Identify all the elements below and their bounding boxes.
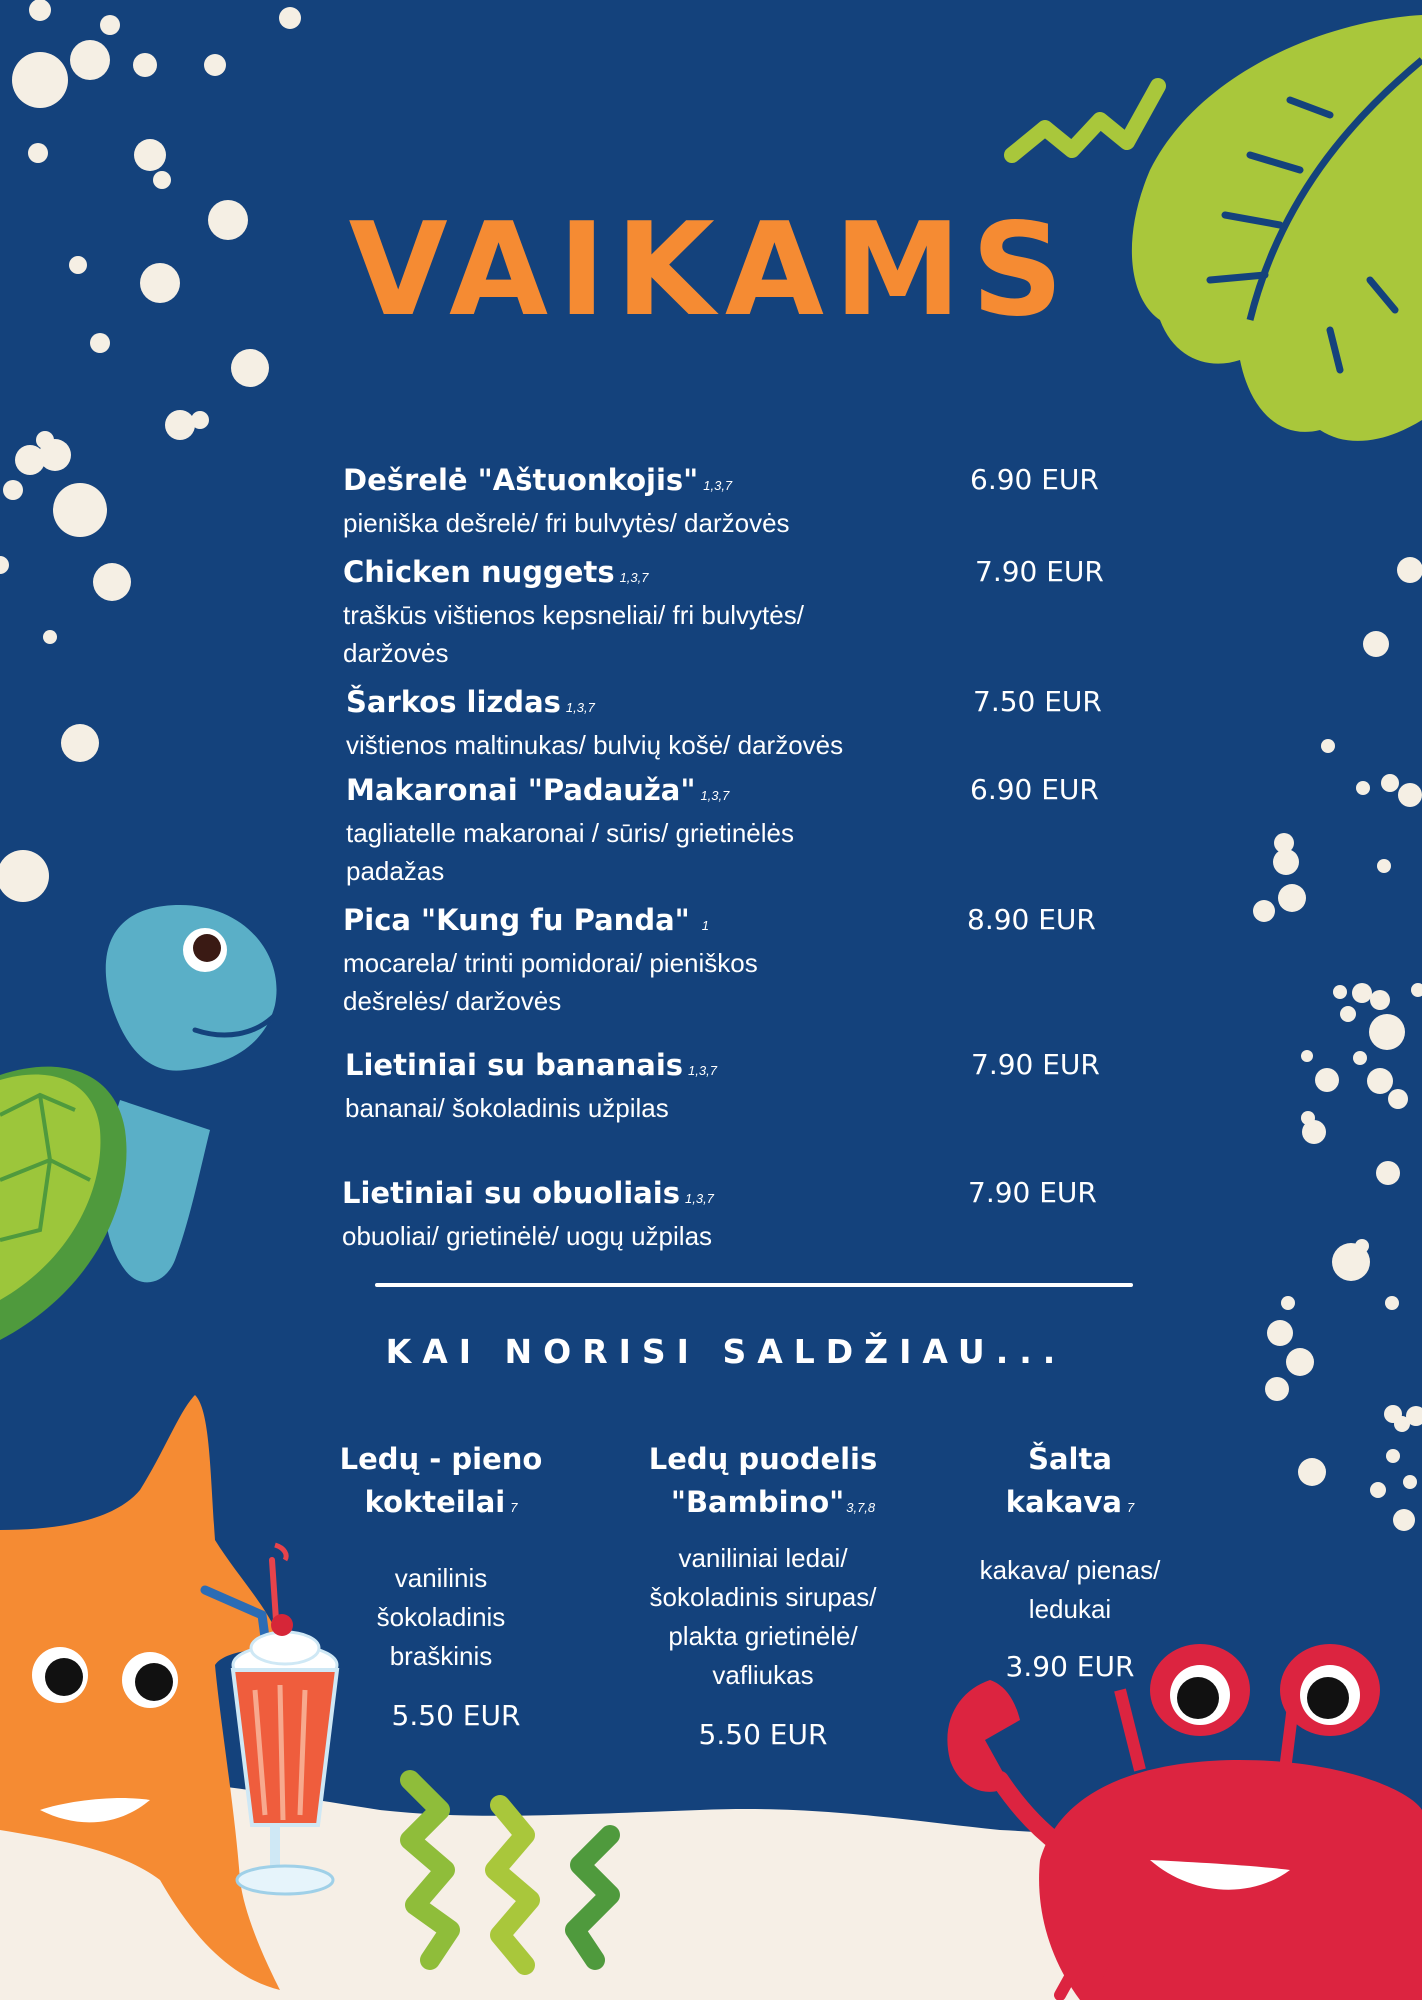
menu-item-description: vištienos maltinukas/ bulvių košė/ daržovės <box>346 730 844 760</box>
dessert-description: vanilinis šokoladinis braškinis <box>376 1563 506 1671</box>
menu-item-description: obuoliai/ grietinėlė/ uogų užpilas <box>342 1221 713 1251</box>
bubble-icon <box>204 54 226 76</box>
dessert-name: Šalta kakava 7 <box>1005 1442 1135 1519</box>
bubble-icon <box>1302 1120 1326 1144</box>
seaweed-icon <box>410 1780 610 1965</box>
bubble-icon <box>1386 1449 1400 1463</box>
bubble-icon <box>191 411 209 429</box>
allergen-codes: 1,3,7 <box>565 700 595 715</box>
allergen-codes: 1,3,7 <box>688 1063 717 1078</box>
page-title: VAIKAMS <box>348 196 1074 345</box>
menu-item-name: Makaronai "Padauža" 1,3,7 <box>346 773 730 807</box>
zigzag-icon <box>1012 86 1158 155</box>
bubble-icon <box>61 724 99 762</box>
bubble-icon <box>1381 774 1399 792</box>
menu-item <box>343 462 1113 542</box>
menu-item <box>345 1047 1115 1127</box>
allergen-codes: 7 <box>1126 1500 1135 1515</box>
bubble-icon <box>28 143 48 163</box>
dessert-item <box>930 1438 1210 1685</box>
dessert-name: Ledų - pieno kokteilai 7 <box>339 1442 543 1519</box>
bubble-icon <box>1340 1006 1356 1022</box>
bubble-icon <box>29 0 51 21</box>
bubble-icon <box>1370 990 1390 1010</box>
bubble-icon <box>1333 985 1347 999</box>
bubble-icon <box>1298 1458 1326 1486</box>
menu-item <box>342 1175 1112 1255</box>
bubble-icon <box>39 439 71 471</box>
dessert-description: vaniliniai ledai/ šokoladinis sirupas/ plakta grietinėlė/ vafliukas <box>649 1543 877 1690</box>
bubble-icon <box>1385 1296 1399 1310</box>
bubble-icon <box>3 480 23 500</box>
menu-item-price: 7.90 EUR <box>968 1176 1097 1209</box>
bubble-icon <box>1376 1161 1400 1185</box>
menu-item-price: 7.50 EUR <box>973 685 1102 718</box>
allergen-codes: 1,3,7 <box>703 478 733 493</box>
bubble-icon <box>1281 1296 1295 1310</box>
bubble-icon <box>1352 983 1372 1003</box>
bubble-icon <box>1411 983 1422 997</box>
menu-item <box>346 684 1116 764</box>
bubble-icon <box>133 53 157 77</box>
allergen-codes: 7 <box>510 1500 518 1515</box>
dessert-item <box>623 1438 903 1753</box>
bubble-icon <box>43 630 57 644</box>
bubble-icon <box>1393 1509 1415 1531</box>
menu-item-name: Pica "Kung fu Panda" 1 <box>343 903 709 937</box>
menu-item-description: tagliatelle makaronai / sūris/ grietinėlės padažas <box>346 818 794 886</box>
bubble-icon <box>1397 557 1422 583</box>
allergen-codes: 1 <box>701 918 709 933</box>
bubble-icon <box>1403 1475 1417 1489</box>
dessert-name: Ledų puodelis "Bambino" 3,7,8 <box>648 1442 878 1519</box>
bubble-icon <box>70 40 110 80</box>
menu-item-name: Lietiniai su bananais 1,3,7 <box>345 1048 717 1082</box>
bubble-icon <box>12 52 68 108</box>
allergen-codes: 1,3,7 <box>700 788 730 803</box>
bubble-icon <box>134 139 166 171</box>
bubble-icon <box>165 410 195 440</box>
bubble-icon <box>1356 781 1370 795</box>
bubble-icon <box>1301 1050 1313 1062</box>
menu-item <box>343 554 1113 672</box>
bubble-icon <box>1370 1482 1386 1498</box>
bubble-icon <box>0 556 9 574</box>
bubble-icon <box>100 15 120 35</box>
menu-item-price: 7.90 EUR <box>975 555 1104 588</box>
bubble-icon <box>1265 1377 1289 1401</box>
allergen-codes: 1,3,7 <box>685 1191 714 1206</box>
allergen-codes: 1,3,7 <box>619 570 649 585</box>
menu-item-price: 8.90 EUR <box>967 903 1096 936</box>
dessert-item <box>301 1438 581 1734</box>
bubble-icon <box>1253 900 1275 922</box>
dessert-section-title: KAI NORISI SALDŽIAU... <box>385 1332 1067 1371</box>
menu-item <box>346 772 1116 890</box>
bubble-icon <box>1353 1051 1367 1065</box>
dessert-price: 5.50 EUR <box>698 1718 828 1751</box>
bubble-icon <box>93 563 131 601</box>
section-divider <box>375 1283 1133 1287</box>
menu-item-name: Lietiniai su obuoliais 1,3,7 <box>342 1176 714 1210</box>
menu-item <box>343 902 1113 1020</box>
bubble-icon <box>1367 1068 1393 1094</box>
menu-item-name: Dešrelė "Aštuonkojis" 1,3,7 <box>343 463 733 497</box>
bubble-icon <box>1394 1416 1410 1432</box>
bubble-icon <box>1332 1243 1370 1281</box>
dessert-price: 3.90 EUR <box>1005 1650 1135 1683</box>
bubble-icon <box>0 850 49 902</box>
bubble-icon <box>231 349 269 387</box>
bubble-icon <box>1388 1089 1408 1109</box>
turtle-icon <box>0 905 277 1340</box>
bubble-icon <box>1398 783 1422 807</box>
allergen-codes: 3,7,8 <box>846 1500 876 1515</box>
dessert-price: 5.50 EUR <box>391 1699 521 1732</box>
bubble-icon <box>1377 859 1391 873</box>
bubble-icon <box>1363 631 1389 657</box>
bubble-icon <box>1321 739 1335 753</box>
menu-item-price: 7.90 EUR <box>971 1048 1100 1081</box>
menu-item-price: 6.90 EUR <box>970 463 1099 496</box>
menu-item-description: bananai/ šokoladinis užpilas <box>345 1093 669 1123</box>
bubble-icon <box>1315 1068 1339 1092</box>
bubble-icon <box>1278 884 1306 912</box>
menu-item-name: Šarkos lizdas 1,3,7 <box>346 685 595 719</box>
menu-item-description: traškūs vištienos kepsneliai/ fri bulvytės/ daržovės <box>343 600 804 668</box>
dessert-description: kakava/ pienas/ ledukai <box>979 1555 1161 1624</box>
bubble-icon <box>279 7 301 29</box>
bubble-icon <box>153 171 171 189</box>
menu-item-name: Chicken nuggets 1,3,7 <box>343 555 649 589</box>
menu-item-description: mocarela/ trinti pomidorai/ pieniškos dešrelės/ daržovės <box>343 948 758 1016</box>
bubble-icon <box>1369 1014 1405 1050</box>
menu-item-price: 6.90 EUR <box>970 773 1099 806</box>
bubble-icon <box>53 483 107 537</box>
bubble-icon <box>1273 849 1299 875</box>
menu-item-description: pieniška dešrelė/ fri bulvytės/ daržovės <box>343 508 790 538</box>
